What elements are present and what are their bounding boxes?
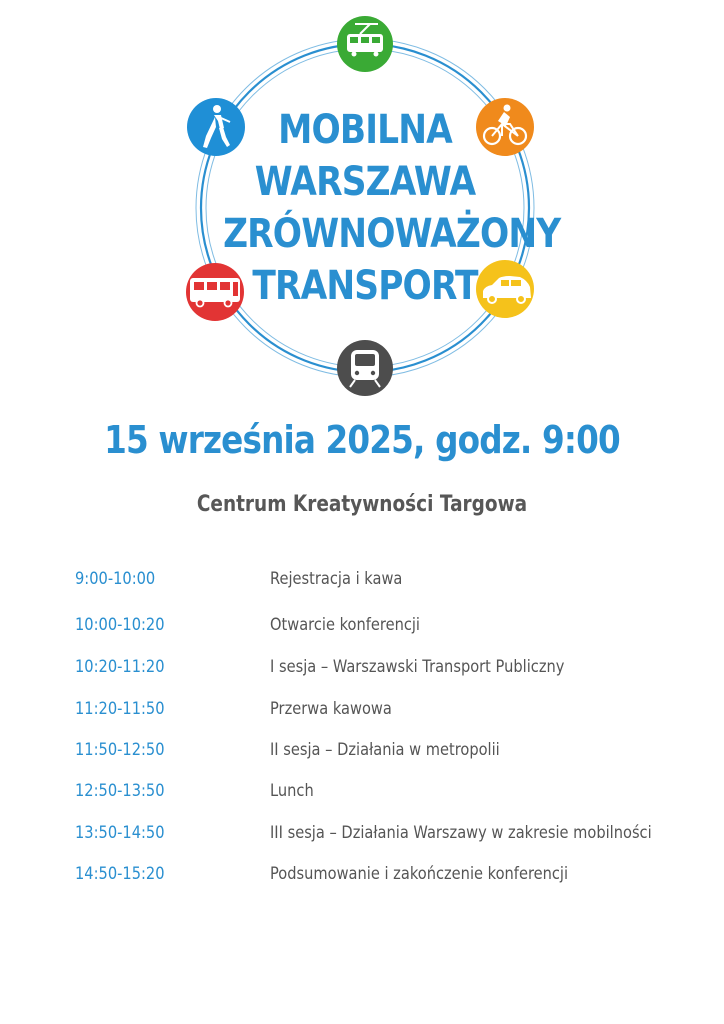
agenda-row xyxy=(0,614,724,644)
agenda-title: Lunch xyxy=(270,781,314,801)
agenda-time: 11:20-11:50 xyxy=(75,699,165,719)
agenda-title: I sesja – Warszawski Transport Publiczny xyxy=(270,657,565,677)
event-venue: Centrum Kreatywności Targowa xyxy=(196,492,528,517)
agenda-time: 14:50-15:20 xyxy=(75,864,165,884)
agenda-row xyxy=(0,568,724,598)
train-icon xyxy=(337,340,393,396)
logo-title-line-3: ZRÓWNOWAŻONY xyxy=(223,211,561,257)
agenda-time: 12:50-13:50 xyxy=(75,781,165,801)
agenda-row xyxy=(0,822,724,852)
agenda-row xyxy=(0,739,724,769)
agenda-title: II sesja – Działania w metropolii xyxy=(270,740,500,760)
agenda-time: 10:00-10:20 xyxy=(75,615,165,635)
agenda-title: Podsumowanie i zakończenie konferencji xyxy=(270,864,569,884)
agenda-time: 9:00-10:00 xyxy=(75,569,156,589)
logo-title-line-4: TRANSPORT xyxy=(252,263,478,309)
tram-icon xyxy=(337,16,393,72)
agenda-title: Otwarcie konferencji xyxy=(270,615,421,635)
agenda-time: 13:50-14:50 xyxy=(75,823,165,843)
agenda-row xyxy=(0,863,724,893)
agenda-title: Przerwa kawowa xyxy=(270,699,392,719)
agenda-time: 11:50-12:50 xyxy=(75,740,165,760)
agenda-row xyxy=(0,780,724,810)
agenda-time: 10:20-11:20 xyxy=(75,657,165,677)
logo-title xyxy=(223,104,561,312)
event-date: 15 września 2025, godz. 9:00 xyxy=(104,418,620,462)
agenda-title: III sesja – Działania Warszawy w zakresie mobilności xyxy=(270,823,652,843)
agenda-row xyxy=(0,656,724,686)
conference-logo xyxy=(0,0,724,400)
agenda-title: Rejestracja i kawa xyxy=(270,569,403,589)
agenda-row xyxy=(0,698,724,728)
logo-title-line-2: WARSZAWA xyxy=(254,159,476,205)
logo-title-line-1: MOBILNA xyxy=(278,107,452,153)
